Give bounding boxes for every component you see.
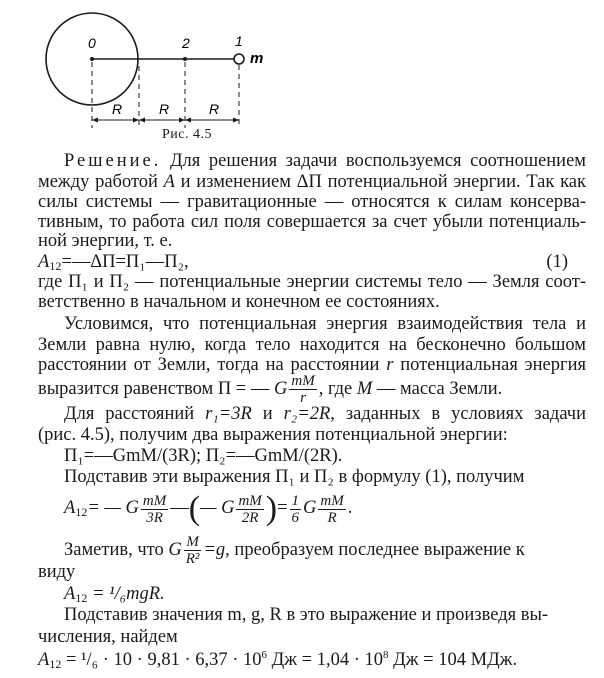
text-run: и изменением ΔП потенциальной энергии. Так как [174, 172, 586, 193]
denominator: 2R [241, 509, 259, 526]
text-run: . [347, 498, 353, 519]
mass-body [234, 54, 244, 64]
equation-number: (1) [546, 252, 568, 273]
symbol-G: G [303, 498, 317, 519]
para-1-line-5: ной энергии, т. е. [38, 231, 173, 252]
fraction-4 [318, 493, 345, 526]
exponent: 8 [383, 649, 389, 661]
solution-word: Решение. [64, 151, 162, 172]
text-run: =g, [203, 539, 230, 560]
text-run: — G [200, 498, 235, 519]
subscript: 12 [49, 657, 62, 671]
arrow-left-1 [92, 118, 98, 123]
para-4-line-2: (рис. 4.5), получим два выражения потенциальной энергии: [38, 424, 508, 445]
denominator: R [327, 509, 337, 526]
text-run: потенциальная энергия [393, 355, 586, 376]
text-run: — [170, 498, 189, 519]
label-point-2: 2 [182, 35, 190, 51]
symbol-A: A [38, 650, 50, 670]
numerator: mM [320, 492, 344, 509]
denominator: r [300, 390, 306, 407]
equation-3 [64, 488, 586, 528]
para-2-line-2: ветственно в начальном и конечном ее состояниях. [38, 291, 440, 312]
symbol-r: r [386, 355, 394, 376]
numerator: M [184, 534, 202, 551]
text-run: Для расстояний [64, 404, 206, 425]
symbol-G: G [274, 378, 288, 399]
arrow-left-2 [139, 118, 145, 123]
label-point-1: 1 [235, 33, 243, 49]
text-run: , заданных в условиях задачи [330, 404, 586, 425]
point-2-dot [183, 57, 187, 61]
symbol-r1: r₁=3R [205, 404, 252, 425]
text-run: = ¹/₆mgR. [87, 584, 165, 605]
text-run: между работой [38, 172, 164, 193]
numerator: mM [291, 373, 315, 390]
para-3-line-1: Условимся, что потенциальная энергия взаимодействия тела и [64, 314, 586, 334]
dim-label-1: R [112, 101, 123, 117]
dim-label-2: R [159, 101, 170, 117]
para-3-line-4 [38, 373, 586, 406]
text-run: преобразуем последнее выражение к [229, 539, 525, 560]
label-mass: m [250, 50, 264, 67]
numerator: 1 [291, 492, 300, 509]
symbol-A: A [163, 172, 175, 193]
subscript: 12 [75, 591, 88, 606]
exponent: 6 [261, 649, 268, 661]
numerator: mM [142, 492, 167, 509]
text-run: выразится равенством П = — [38, 378, 274, 399]
text-run: Дж = 104 МДж. [388, 650, 518, 670]
para-2-line-1: где П₁ и П₂ — потенциальные энергии системы тело — Земля соот- [38, 271, 586, 292]
para-7-line-2: числения, найдем [38, 627, 178, 647]
fraction-3 [290, 493, 302, 526]
para-5-line-1: Подставив эти выражения П₁ и П₂ в формулу (1), получим [64, 467, 525, 488]
para-7-line-1: Подставив значения m, g, R в это выражение и произведя вы- [64, 605, 549, 625]
text-run: и [251, 404, 284, 425]
text-run: , где [318, 378, 357, 399]
symbol-A: A [64, 498, 76, 519]
text-run: расстоянии от Земли, тогда на расстоянии [38, 355, 387, 376]
denominator: R² [185, 550, 200, 567]
text-run: = — G [87, 498, 139, 519]
denominator: 6 [291, 509, 300, 526]
symbol-r2: r₂=2R [283, 404, 331, 425]
point-0-dot [90, 57, 94, 61]
subscript: 12 [75, 505, 88, 520]
equation-2: П₁=—GmM/(3R); П₂=—GmM/(2R). [64, 445, 343, 466]
paren-close: ) [265, 490, 278, 528]
symbol-A: A [38, 252, 50, 273]
text-run: =—ΔП=П₁—П₂, [61, 252, 189, 273]
arrow-left-3 [185, 118, 191, 123]
text-run: — масса Земли. [372, 378, 503, 399]
equation-5 [38, 648, 586, 672]
para-3-line-2: Земли равна нулю, когда тело находится на бесконечно большом [38, 334, 586, 355]
figure-4-5 [0, 0, 604, 150]
arrow-right-3 [233, 118, 239, 123]
label-point-0: 0 [88, 35, 96, 51]
symbol-A: A [64, 584, 76, 605]
fraction-1 [141, 493, 168, 526]
text-run: = ¹/₆ · 10 · 9,81 · 6,37 · 10 [61, 650, 262, 670]
para-1-line-3: силы системы — гравитационные — относятся к силам консерва- [38, 191, 586, 212]
numerator: mM [238, 492, 262, 509]
arrow-right-1 [133, 118, 139, 123]
para-1-line-4: тивным, то работа сил поля совершается за счет убыли потенциаль- [38, 211, 586, 232]
text-run: = [277, 498, 288, 519]
text-run: Заметив, что [64, 539, 169, 560]
text-run: Для решения задачи воспользуемся соотношением [169, 151, 586, 172]
symbol-M: M [356, 378, 373, 399]
symbol-G: G [168, 539, 182, 560]
denominator: 3R [146, 509, 163, 526]
subscript: 12 [49, 259, 62, 274]
figure-caption: Рис. 4.5 [162, 127, 212, 142]
dim-label-3: R [209, 101, 220, 117]
fraction-mM-r [289, 373, 316, 406]
para-6-line-2: виду [38, 561, 76, 582]
text-run: Дж = 1,04 · 10 [267, 650, 384, 670]
arrow-right-2 [179, 118, 185, 123]
paren-open: ( [188, 490, 201, 528]
fraction-2 [236, 493, 263, 526]
